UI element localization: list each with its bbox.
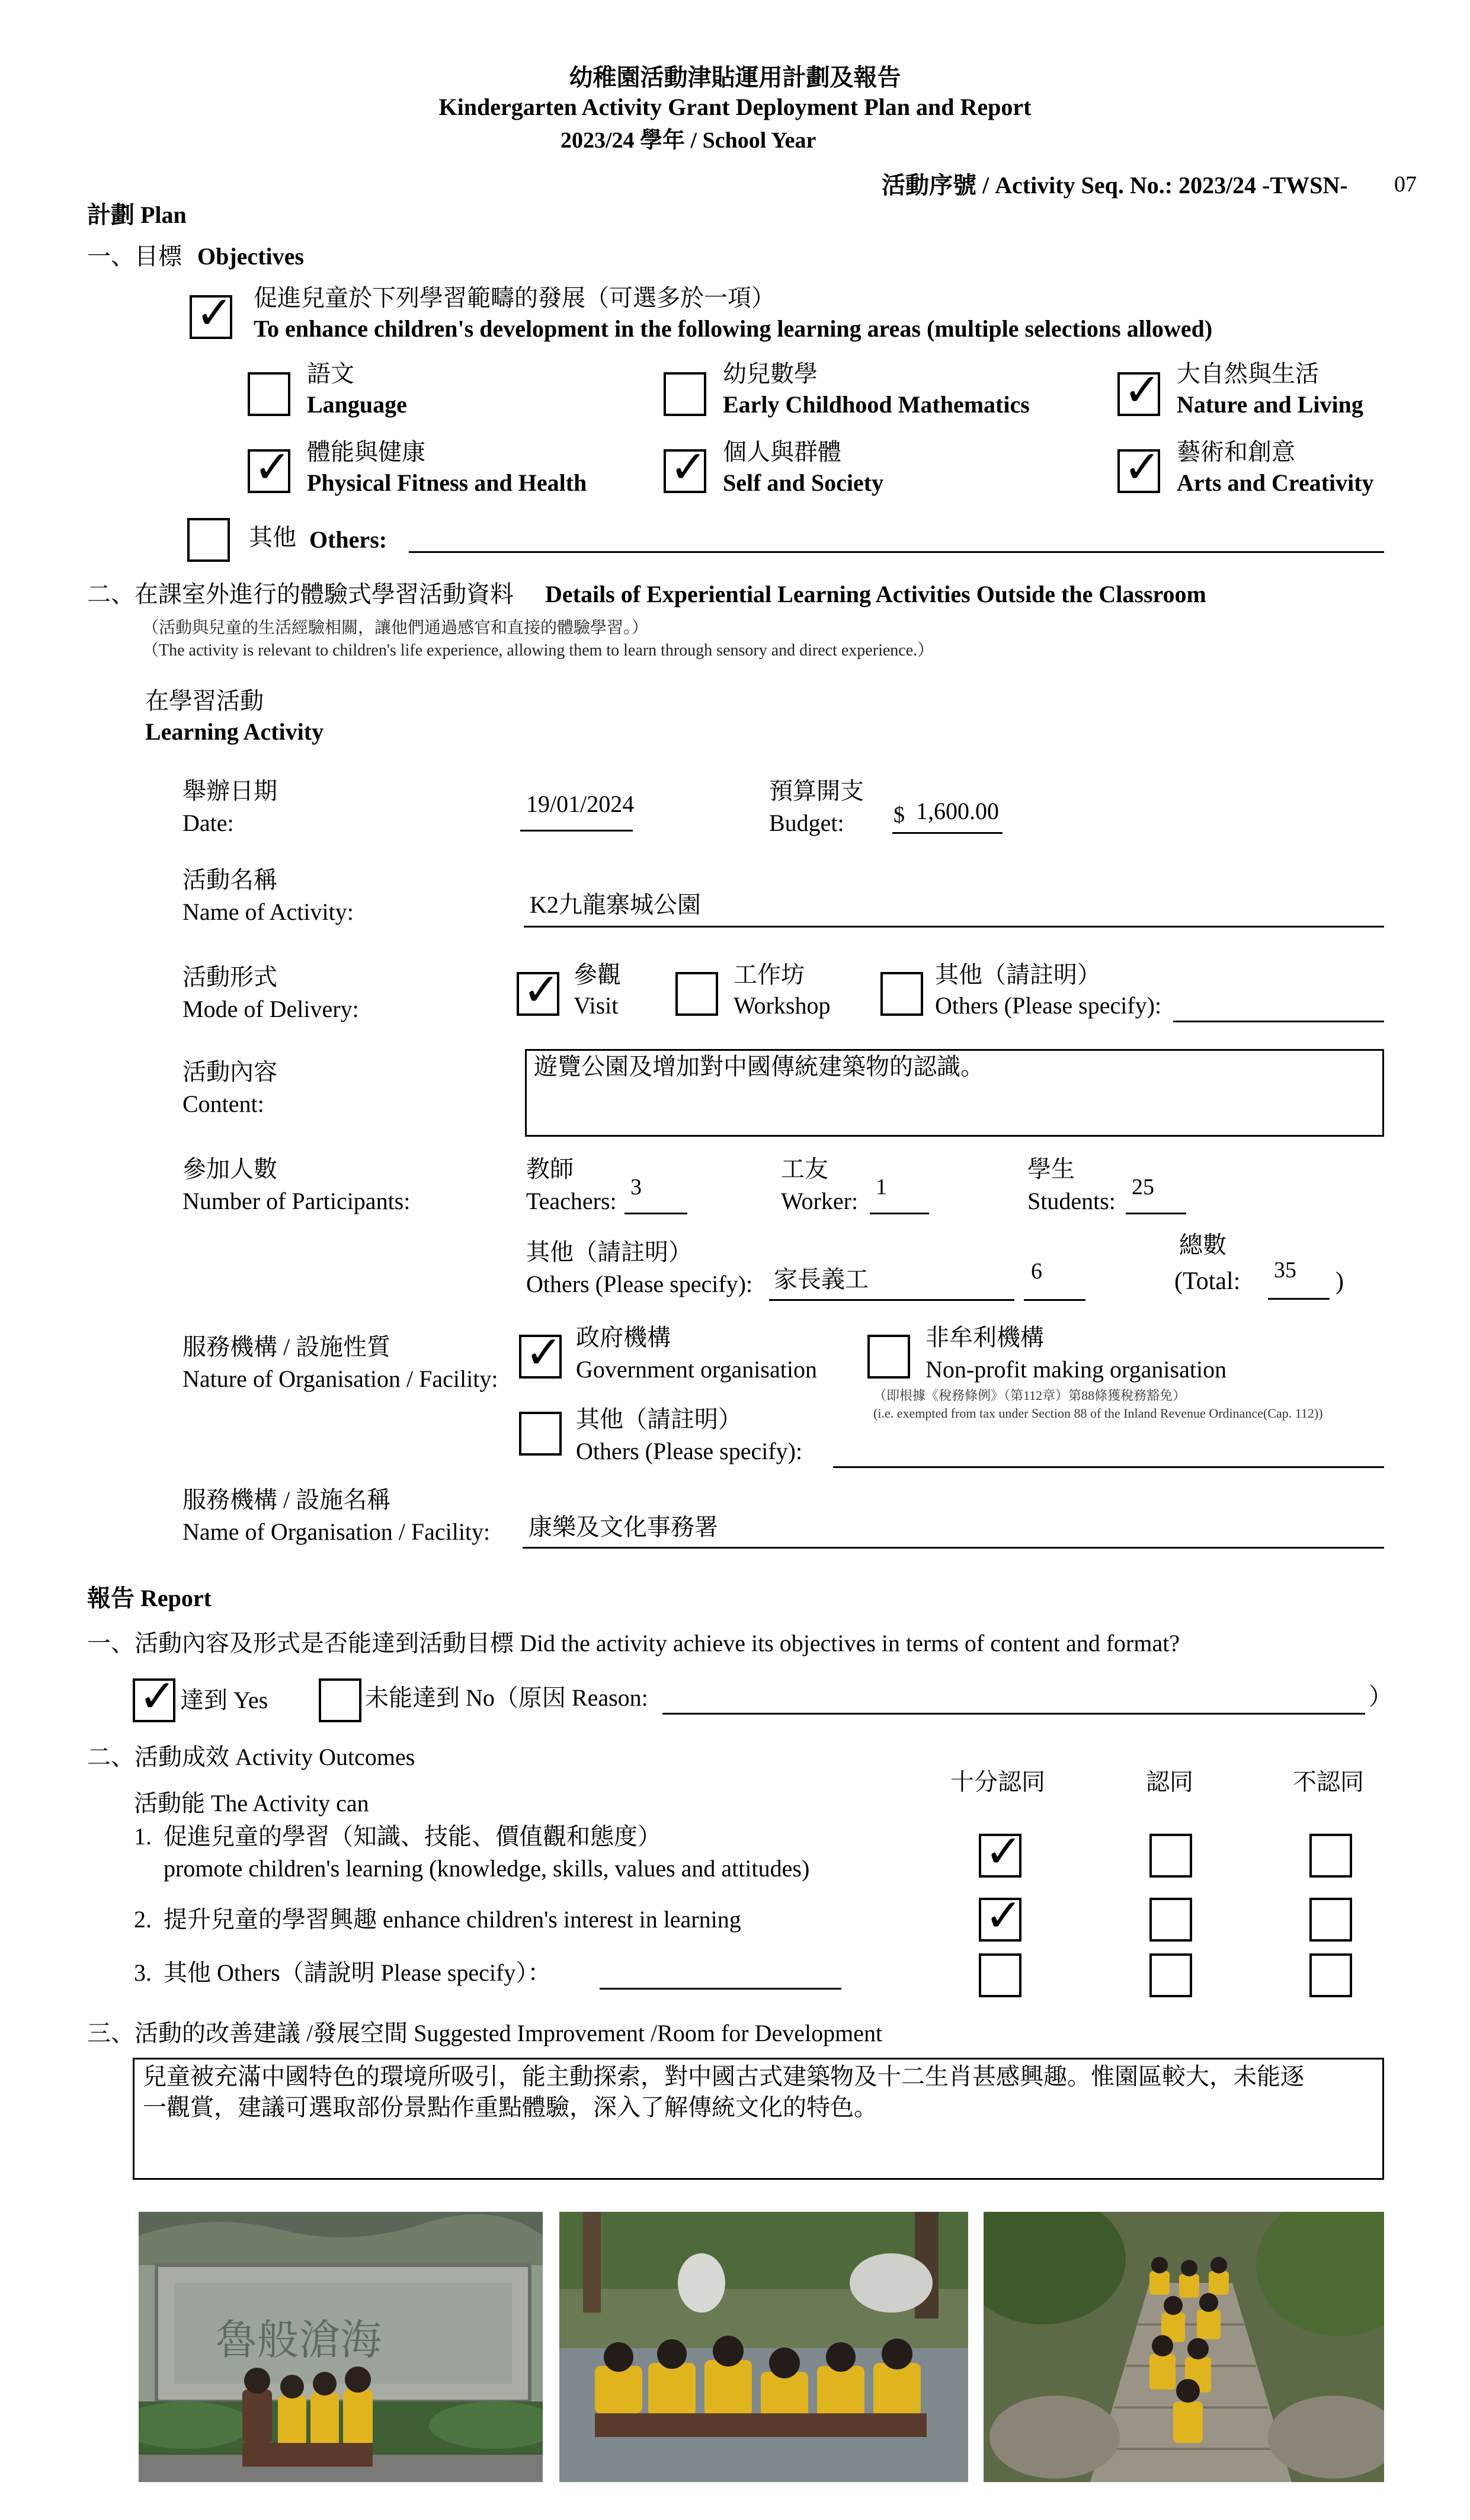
checkmark-icon: ✓ (985, 1889, 1023, 1942)
outcome-3-agree-checkbox[interactable] (1149, 1953, 1192, 1997)
org-others-en: Others (Please specify): (576, 1438, 803, 1464)
org-nature-label-zh: 服務機構 / 設施性質 (182, 1333, 391, 1360)
org-others-checkbox[interactable] (519, 1412, 562, 1456)
area-physical-zh: 體能與健康 (307, 439, 425, 465)
participants-others-count: 6 (1031, 1259, 1042, 1284)
area-self-society-zh: 個人與群體 (723, 439, 841, 465)
details-note-zh: （活動與兒童的生活經驗相關，讓他們通過感官和直接的體驗學習。） (142, 619, 649, 637)
org-others-field[interactable] (833, 1466, 1384, 1468)
teachers-label-en: Teachers: (526, 1188, 617, 1214)
budget-value: 1,600.00 (916, 798, 999, 824)
sign-text: 魯般滄海 (216, 2316, 382, 2364)
outcomes-heading: 二、活動成效 Activity Outcomes (87, 1744, 415, 1770)
activity-name-label-en: Name of Activity: (182, 898, 354, 925)
title-en: Kindergarten Activity Grant Deployment Plan and Report (438, 94, 1032, 120)
participants-label-en: Number of Participants: (182, 1188, 411, 1214)
org-name-label-en: Name of Organisation / Facility: (182, 1518, 491, 1545)
plan-heading: 計劃 Plan (87, 202, 187, 228)
title-zh: 幼稚園活動津貼運用計劃及報告 (569, 64, 901, 91)
date-label-zh: 舉辦日期 (182, 778, 277, 804)
org-nature-label-en: Nature of Organisation / Facility: (182, 1365, 498, 1392)
report-no-close: ） (1369, 1683, 1392, 1710)
outcome-3-number: 3. (134, 1959, 152, 1986)
area-arts-zh: 藝術和創意 (1177, 439, 1295, 465)
checkmark-icon: ✓ (139, 1670, 177, 1722)
outcome-3-strongly-agree-checkbox[interactable] (979, 1953, 1021, 1997)
objectives-others-checkbox[interactable] (187, 518, 230, 562)
participants-others-field[interactable] (769, 1299, 1014, 1301)
activity-seq-number: 07 (1394, 172, 1417, 197)
activity-name-field[interactable] (524, 926, 1384, 928)
area-arts-checkbox[interactable] (1117, 440, 1161, 493)
activity-name-label-zh: 活動名稱 (182, 866, 277, 893)
mode-workshop-zh: 工作坊 (734, 961, 805, 988)
worker-label-en: Worker: (781, 1188, 859, 1214)
outcome-1-agree-checkbox[interactable] (1149, 1834, 1192, 1878)
area-mathematics-en: Early Childhood Mathematics (723, 391, 1030, 418)
checkmark-icon: ✓ (1123, 363, 1161, 416)
org-npo-en: Non-profit making organisation (925, 1356, 1227, 1383)
budget-field[interactable] (892, 832, 1003, 834)
objectives-others-en: Others: (309, 526, 387, 553)
date-value: 19/01/2024 (526, 791, 635, 817)
report-no-label: 未能達到 No（原因 Reason: (365, 1684, 648, 1711)
outcome-1-number: 1. (134, 1823, 152, 1850)
activity-can: 活動能 The Activity can (134, 1790, 369, 1817)
report-yes-checkbox[interactable] (133, 1670, 177, 1722)
org-government-checkbox[interactable] (519, 1326, 563, 1379)
checkmark-icon: ✓ (196, 286, 233, 339)
org-others-zh: 其他（請註明） (576, 1406, 742, 1432)
area-language-checkbox[interactable] (248, 372, 290, 416)
area-nature-zh: 大自然與生活 (1177, 360, 1319, 387)
budget-label-en: Budget: (769, 810, 844, 836)
org-name-label-zh: 服務機構 / 設施名稱 (182, 1486, 391, 1513)
mode-workshop-en: Workshop (734, 992, 831, 1019)
checkmark-icon: ✓ (670, 440, 707, 493)
learning-activity-zh: 在學習活動 (145, 687, 264, 714)
participants-others-count-field[interactable] (1024, 1299, 1085, 1301)
outcome-1-strongly-agree-checkbox[interactable] (979, 1825, 1023, 1878)
total-close-paren: ) (1336, 1268, 1344, 1295)
students-value: 25 (1132, 1175, 1154, 1200)
objectives-others-zh: 其他 (249, 524, 296, 551)
mode-others-zh: 其他（請註明） (935, 961, 1101, 988)
area-mathematics-checkbox[interactable] (664, 372, 706, 416)
school-year: 2023/24 學年 / School Year (561, 128, 816, 153)
worker-value: 1 (876, 1175, 887, 1200)
org-name-field[interactable] (523, 1547, 1384, 1549)
mode-visit-en: Visit (574, 992, 619, 1019)
outcome-1-en: promote children's learning (knowledge, skills, values and attitudes) (164, 1855, 810, 1882)
improve-heading: 三、活動的改善建議 /發展空間 Suggested Improvement /Room for Development (87, 2020, 883, 2046)
mode-visit-checkbox[interactable] (517, 963, 561, 1016)
report-no-checkbox[interactable] (319, 1678, 361, 1722)
col-header-strongly-agree: 十分認同 (950, 1769, 1045, 1795)
improve-text-line-1: 兒童被充滿中國特色的環境所吸引，能主動探索，對中國古式建築物及十二生肖甚感興趣。惟園區較大，未能逐 (143, 2063, 1304, 2090)
org-name-value: 康樂及文化事務署 (529, 1514, 718, 1540)
outcome-3-disagree-checkbox[interactable] (1309, 1953, 1352, 1997)
students-field[interactable] (1126, 1213, 1186, 1214)
participants-others-en: Others (Please specify): (526, 1271, 753, 1297)
details-heading-zh: 二、在課室外進行的體驗式學習活動資料 (87, 581, 514, 607)
mode-label-en: Mode of Delivery: (182, 996, 359, 1022)
outcome-1-disagree-checkbox[interactable] (1309, 1834, 1352, 1878)
date-field[interactable] (520, 830, 633, 832)
budget-label-zh: 預算開支 (769, 778, 864, 804)
participants-others-zh: 其他（請註明） (526, 1239, 692, 1265)
content-label-zh: 活動內容 (182, 1058, 277, 1085)
report-no-reason-field[interactable] (662, 1713, 1365, 1715)
area-nature-checkbox[interactable] (1117, 363, 1161, 416)
mode-others-en: Others (Please specify): (935, 992, 1162, 1019)
worker-field[interactable] (870, 1213, 929, 1214)
area-physical-en: Physical Fitness and Health (307, 469, 587, 496)
objectives-heading-en: Objectives (197, 243, 304, 270)
teachers-value: 3 (630, 1175, 642, 1200)
activity-seq-label: 活動序號 / Activity Seq. No.: 2023/24 -TWSN- (882, 172, 1348, 199)
report-yes-label: 達到 Yes (180, 1687, 268, 1713)
participants-label-zh: 參加人數 (182, 1156, 277, 1182)
area-mathematics-zh: 幼兒數學 (723, 360, 818, 387)
content-label-en: Content: (182, 1090, 264, 1117)
report-heading: 報告 Report (87, 1585, 212, 1611)
area-self-society-en: Self and Society (723, 469, 884, 496)
outcome-2-strongly-agree-checkbox[interactable] (979, 1889, 1023, 1942)
improve-text-line-2: 一觀賞，建議可選取部份景點作重點體驗，深入了解傳統文化的特色。 (143, 2094, 877, 2121)
org-npo-note-en: (i.e. exempted from tax under Section 88 of the Inland Revenue Ordinance(Cap. 112)) (873, 1406, 1323, 1421)
photo-children-at-sign (139, 2212, 543, 2482)
photo-children-on-stone-steps (984, 2212, 1384, 2482)
date-label-en: Date: (182, 810, 234, 836)
teachers-label-zh: 教師 (526, 1156, 574, 1182)
area-arts-en: Arts and Creativity (1177, 469, 1374, 496)
content-box[interactable] (525, 1049, 1384, 1137)
checkmark-icon: ✓ (523, 963, 561, 1016)
col-header-disagree: 不認同 (1293, 1769, 1364, 1795)
details-note-en: （The activity is relevant to children's life experience, allowing them to learn through sensory and direct experience.） (142, 641, 934, 660)
org-government-zh: 政府機構 (576, 1324, 671, 1351)
details-heading-en: Details of Experiential Learning Activities Outside the Classroom (545, 581, 1206, 607)
mode-label-zh: 活動形式 (182, 964, 277, 990)
objectives-heading-zh: 一、目標 (87, 243, 182, 270)
org-npo-checkbox[interactable] (867, 1335, 910, 1379)
photo-children-group-sitting (559, 2212, 968, 2482)
area-language-zh: 語文 (307, 360, 354, 387)
objectives-others-field[interactable] (409, 551, 1384, 553)
outcome-1-zh: 促進兒童的學習（知識、技能、價值觀和態度） (164, 1823, 661, 1850)
col-header-agree: 認同 (1146, 1769, 1193, 1795)
activity-name-value: K2九龍寨城公園 (530, 891, 701, 918)
area-nature-en: Nature and Living (1177, 391, 1363, 418)
outcome-3-zh: 其他 Others（請說明 Please specify）： (164, 1959, 552, 1986)
org-npo-zh: 非牟利機構 (925, 1324, 1044, 1351)
checkmark-icon: ✓ (525, 1326, 563, 1379)
students-label-zh: 學生 (1027, 1156, 1075, 1182)
budget-currency: $ (893, 802, 905, 827)
report-q1: 一、活動內容及形式是否能達到活動目標 Did the activity achieve its objectives in terms of content and format? (87, 1630, 1180, 1656)
area-physical-checkbox[interactable] (248, 440, 292, 493)
outcome-2-disagree-checkbox[interactable] (1309, 1898, 1352, 1942)
worker-label-zh: 工友 (781, 1156, 828, 1182)
area-language-en: Language (307, 391, 407, 418)
checkmark-icon: ✓ (1123, 440, 1161, 493)
org-government-en: Government organisation (576, 1356, 817, 1383)
teachers-field[interactable] (624, 1213, 687, 1214)
area-self-society-checkbox[interactable] (664, 440, 707, 493)
outcome-2-number: 2. (134, 1906, 152, 1933)
objectives-main-zh: 促進兒童於下列學習範疇的發展（可選多於一項） (254, 284, 775, 311)
outcome-3-field[interactable] (600, 1988, 841, 1990)
checkmark-icon: ✓ (254, 440, 292, 493)
mode-visit-zh: 參觀 (574, 961, 621, 988)
mode-workshop-checkbox[interactable] (675, 972, 718, 1016)
content-value: 遊覽公園及增加對中國傳統建築物的認識。 (534, 1053, 984, 1080)
outcome-2-zh: 提升兒童的學習興趣 enhance children's interest in learning (164, 1906, 741, 1933)
org-npo-note-zh: （即根據《稅務條例》（第112章）第88條獲稅務豁免） (873, 1388, 1186, 1403)
improve-box[interactable] (133, 2058, 1384, 2180)
total-value: 35 (1274, 1258, 1296, 1283)
total-label-en: (Total: (1174, 1268, 1241, 1295)
outcome-2-agree-checkbox[interactable] (1149, 1898, 1192, 1942)
mode-others-checkbox[interactable] (880, 972, 923, 1016)
total-field[interactable] (1268, 1298, 1330, 1300)
objectives-main-checkbox[interactable] (190, 286, 233, 339)
objectives-main-en: To enhance children's development in the following learning areas (multiple selections allowed) (254, 315, 1213, 342)
learning-activity-en: Learning Activity (145, 718, 324, 745)
checkmark-icon: ✓ (985, 1825, 1023, 1878)
total-label-zh: 總數 (1179, 1232, 1226, 1258)
students-label-en: Students: (1027, 1188, 1116, 1214)
mode-others-field[interactable] (1173, 1021, 1384, 1022)
participants-others-value: 家長義工 (774, 1266, 869, 1293)
